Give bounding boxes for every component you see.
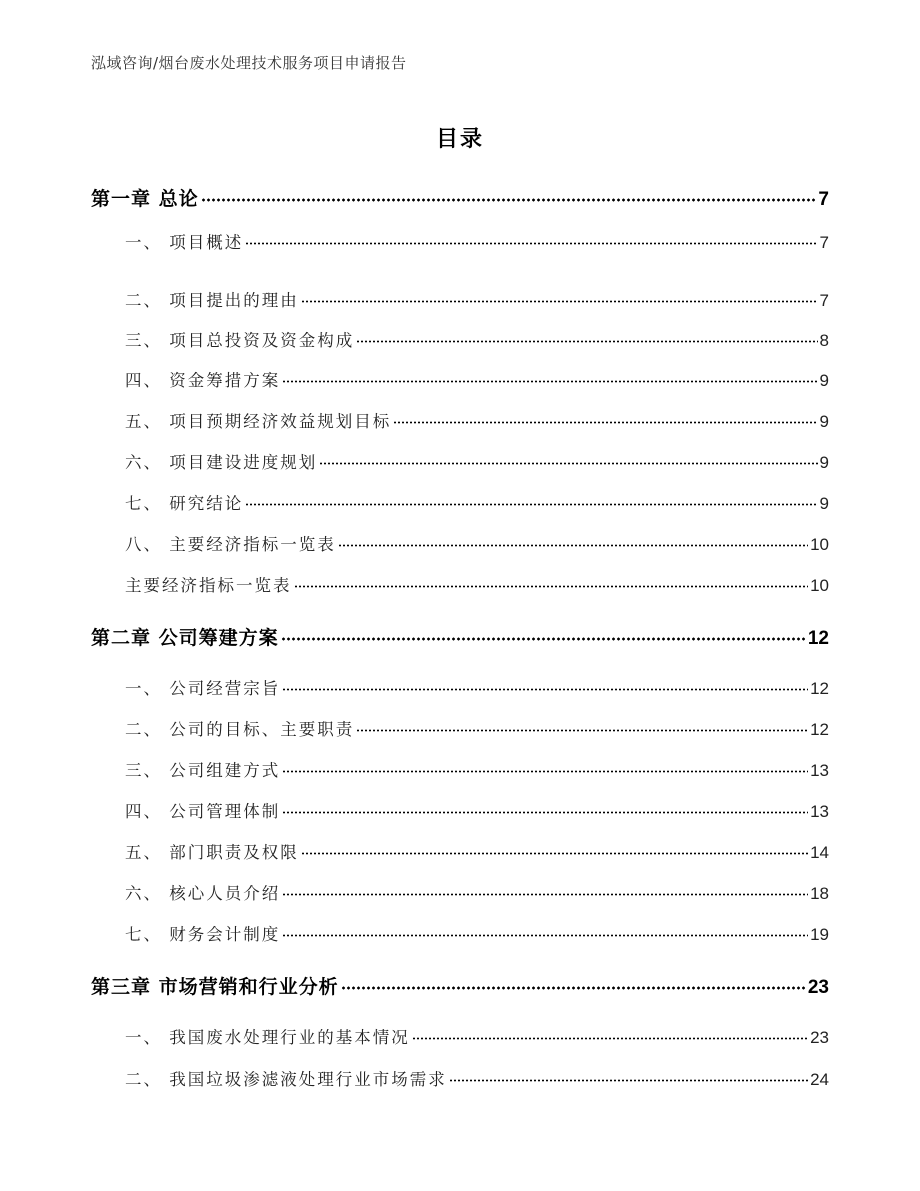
toc-section-entry[interactable] [125, 229, 829, 253]
toc-entry-page-number: 18 [810, 884, 829, 903]
toc-section-entry[interactable] [125, 572, 829, 596]
dot-leader [294, 585, 809, 588]
toc-entry-page-number: 10 [810, 576, 829, 595]
toc-entry-page-number: 9 [819, 371, 829, 390]
dot-leader [245, 242, 817, 245]
toc-section-entry[interactable] [125, 757, 829, 781]
toc-entry-label: 第二章 公司筹建方案 [91, 627, 279, 649]
toc-entry-label: 第三章 市场营销和行业分析 [91, 976, 339, 998]
toc-entry-page-number: 12 [810, 679, 829, 698]
toc-section-entry[interactable] [125, 1024, 829, 1048]
toc-entry-label: 一、 项目概述 [125, 233, 244, 252]
toc-entry-label: 第一章 总论 [91, 188, 199, 210]
toc-section-entry[interactable] [125, 408, 829, 432]
dot-leader [282, 893, 808, 896]
toc-entry-label: 六、 项目建设进度规划 [125, 453, 318, 472]
toc-entry-page-number: 13 [810, 802, 829, 821]
toc-entry-label: 五、 部门职责及权限 [125, 843, 299, 862]
dot-leader [338, 544, 808, 547]
toc-chapter-entry[interactable] [91, 623, 829, 651]
toc-entry-page-number: 9 [819, 453, 829, 472]
toc-entry-page-number: 7 [818, 189, 829, 210]
dot-leader [412, 1037, 808, 1040]
toc-entry-label: 一、 公司经营宗旨 [125, 679, 281, 698]
dot-leader [281, 637, 806, 641]
dot-leader [319, 462, 817, 465]
toc-entry-label: 主要经济指标一览表 [125, 576, 292, 595]
toc-entry-page-number: 23 [807, 977, 829, 998]
toc-entry-label: 六、 核心人员介绍 [125, 884, 281, 903]
toc-entry-page-number: 14 [810, 843, 829, 862]
toc-entry-page-number: 12 [807, 628, 829, 649]
dot-leader [301, 852, 808, 855]
toc-entry-label: 七、 财务会计制度 [125, 925, 281, 944]
toc-entry-label: 八、 主要经济指标一览表 [125, 535, 336, 554]
toc-entry-label: 二、 公司的目标、主要职责 [125, 720, 355, 739]
dot-leader [282, 934, 808, 937]
toc-entry-label: 三、 公司组建方式 [125, 761, 281, 780]
toc-entry-page-number: 9 [819, 412, 829, 431]
toc-section-entry[interactable] [125, 367, 829, 391]
toc-entry-label: 五、 项目预期经济效益规划目标 [125, 412, 392, 431]
toc-section-entry[interactable] [125, 531, 829, 555]
dot-leader [282, 770, 808, 773]
toc-section-entry[interactable] [125, 287, 829, 311]
dot-leader [201, 198, 817, 202]
dot-leader [282, 811, 808, 814]
toc-entry-page-number: 7 [819, 233, 829, 252]
toc-section-entry[interactable] [125, 716, 829, 740]
toc-section-entry[interactable] [125, 880, 829, 904]
page-title: 目录 [435, 127, 484, 152]
toc-entry-page-number: 12 [810, 720, 829, 739]
dot-leader [356, 729, 808, 732]
toc-entry-page-number: 19 [810, 925, 829, 944]
toc-section-entry[interactable] [125, 921, 829, 945]
dot-leader [449, 1079, 808, 1082]
dot-leader [341, 986, 806, 990]
toc-entry-page-number: 23 [810, 1028, 829, 1047]
toc-entry-page-number: 13 [810, 761, 829, 780]
toc-entry-page-number: 24 [810, 1070, 829, 1089]
dot-leader [282, 688, 808, 691]
toc-entry-label: 二、 项目提出的理由 [125, 291, 299, 310]
toc-entry-label: 一、 我国废水处理行业的基本情况 [125, 1028, 410, 1047]
toc-section-entry[interactable] [125, 1066, 829, 1090]
dot-leader [356, 340, 817, 343]
toc-entry-page-number: 9 [819, 494, 829, 513]
toc-chapter-entry[interactable] [91, 972, 829, 1000]
dot-leader [301, 300, 818, 303]
dot-leader [282, 380, 817, 383]
running-header: 泓域咨询/烟台废水处理技术服务项目申请报告 [91, 54, 407, 72]
toc-section-entry[interactable] [125, 839, 829, 863]
toc-chapter-entry[interactable] [91, 184, 829, 212]
toc-entry-label: 四、 公司管理体制 [125, 802, 281, 821]
toc-section-entry[interactable] [125, 490, 829, 514]
dot-leader [245, 503, 817, 506]
toc-entry-label: 七、 研究结论 [125, 494, 244, 513]
toc-section-entry[interactable] [125, 327, 829, 351]
toc-entry-label: 三、 项目总投资及资金构成 [125, 331, 355, 350]
toc-section-entry[interactable] [125, 798, 829, 822]
toc-section-entry[interactable] [125, 675, 829, 699]
toc-entry-label: 二、 我国垃圾渗滤液处理行业市场需求 [125, 1070, 447, 1089]
toc-section-entry[interactable] [125, 449, 829, 473]
toc-entry-page-number: 10 [810, 535, 829, 554]
toc-entry-page-number: 8 [819, 331, 829, 350]
toc-entry-label: 四、 资金筹措方案 [125, 371, 281, 390]
dot-leader [393, 421, 817, 424]
toc-entry-page-number: 7 [819, 291, 829, 310]
